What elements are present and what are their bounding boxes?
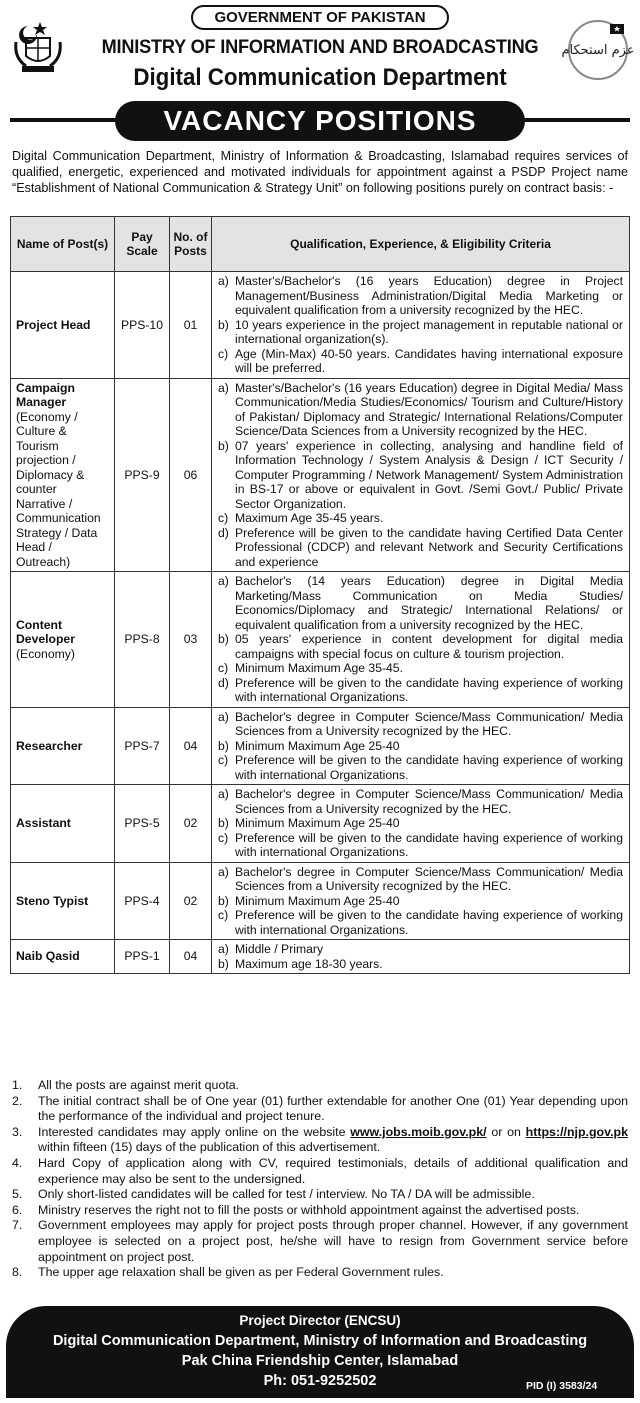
criteria-item: b) Minimum Maximum Age 25-40 <box>218 816 400 830</box>
header-criteria: Qualification, Experience, & Eligibility Criteria <box>212 217 630 272</box>
criteria-item: a) Master's/Bachelor's (16 years Education) degree in Project Management/Business Administration/Digital Media Marketing or equivalent qualification from a university recognized by the HEC. <box>218 274 623 317</box>
criteria-cell <box>212 862 630 940</box>
post-title: Steno Typist <box>16 893 89 908</box>
criteria-cell <box>212 940 630 974</box>
header-post-name: Name of Post(s) <box>11 217 115 272</box>
criteria-item: c) Preference will be given to the candidate having experience of working with international Organizations. <box>218 753 623 782</box>
pay-scale-cell: PPS-8 <box>115 572 170 708</box>
criteria-cell <box>212 572 630 708</box>
criteria-cell <box>212 272 630 379</box>
notes-list <box>12 1078 628 1281</box>
footer-address: Pak China Friendship Center, Islamabad <box>181 1353 459 1369</box>
criteria-item: b) Minimum Maximum Age 25-40 <box>218 738 400 753</box>
department-name: Digital Communication Department <box>133 64 507 91</box>
posts-count-cell: 04 <box>170 940 212 974</box>
post-title: Campaign Manager <box>16 380 75 409</box>
criteria-item: a) Master's/Bachelor's (16 years Education) degree in Digital Media/ Mass Communication/Media Studies/Economics/ Tourism and Culture/History of Pakistan/ Diplomacy and Strategic/ International Relations/Computer Science/Data Sciences from a University recognized by the HEC. <box>218 380 623 438</box>
campaign-logo-icon <box>561 18 635 82</box>
logo-text: عزم استحکام <box>561 43 635 58</box>
post-cell <box>11 940 115 974</box>
post-title: Naib Qasid <box>16 949 80 964</box>
table-row <box>11 572 630 708</box>
pay-scale-cell: PPS-1 <box>115 940 170 974</box>
criteria-cell <box>212 707 630 785</box>
vacancy-banner: VACANCY POSITIONS <box>115 101 525 141</box>
criteria-item: a) Middle / Primary <box>218 942 324 956</box>
state-emblem-icon <box>10 18 66 74</box>
post-cell <box>11 785 115 863</box>
contact-footer <box>6 1306 634 1398</box>
criteria-item: b) 07 years' experience in collecting, analysing and handline field of Information Technology / System Analysis & Design / ICT Security / Computer Programming / Network Management/ System Administration in BS-17 or above or equivalent in Govt. /Semi Govt./ Public/ Private Sector Organization. <box>218 438 623 511</box>
post-cell <box>11 378 115 572</box>
table-row <box>11 707 630 785</box>
note-item: 1. All the posts are against merit quota. <box>12 1078 240 1092</box>
posts-count-cell: 06 <box>170 378 212 572</box>
criteria-item: b) 05 years' experience in content development for digital media campaigns with special focus on culture & tourism projection. <box>218 632 623 661</box>
post-cell <box>11 272 115 379</box>
table-row <box>11 272 630 379</box>
post-subtitle: (Economy / Culture & Tourism projection / Diplomacy & counter Narrative / Communication Strategy / Data Head / Outreach) <box>16 409 101 569</box>
posts-count-cell: 02 <box>170 862 212 940</box>
post-cell <box>11 572 115 708</box>
government-label: GOVERNMENT OF PAKISTAN <box>191 5 449 30</box>
criteria-item: d) Preference will be given to the candidate having experience of working with international Organizations. <box>218 675 623 704</box>
criteria-item: b) Maximum age 18-30 years. <box>218 956 383 971</box>
moib-jobs-link[interactable]: www.jobs.moib.gov.pk/ <box>350 1124 487 1139</box>
table-row <box>11 862 630 940</box>
post-title: Project Head <box>16 317 91 332</box>
posts-count-cell: 04 <box>170 707 212 785</box>
header-pay-scale: Pay Scale <box>115 217 170 272</box>
post-subtitle: (Economy) <box>16 646 75 661</box>
criteria-item: c) Preference will be given to the candidate having experience of working with international Organizations. <box>218 830 623 859</box>
post-cell <box>11 707 115 785</box>
criteria-item: c) Maximum Age 35-45 years. <box>218 511 384 525</box>
pay-scale-cell: PPS-9 <box>115 378 170 572</box>
criteria-item: a) Bachelor's degree in Computer Science/Mass Communication/ Media Sciences from a University recognized by the HEC. <box>218 787 623 816</box>
posts-count-cell: 02 <box>170 785 212 863</box>
criteria-item: b) 10 years experience in the project management in reputable national or international organization(s). <box>218 317 623 346</box>
note-item: 8. The upper age relaxation shall be given as per Federal Government rules. <box>12 1265 444 1280</box>
posts-count-cell: 01 <box>170 272 212 379</box>
note-item: 4. Hard Copy of application along with CV, required testimonials, details of additional qualification and experience may also be sent to the undersigned. <box>12 1155 628 1186</box>
criteria-item: a) Bachelor's degree in Computer Science/Mass Communication/ Media Sciences from a University recognized by the HEC. <box>218 864 623 893</box>
note-item: 6. Ministry reserves the right not to fill the posts or withhold appointment against the advertised posts. <box>12 1202 580 1217</box>
pay-scale-cell: PPS-5 <box>115 785 170 863</box>
pay-scale-cell: PPS-7 <box>115 707 170 785</box>
header-no-of-posts: No. of Posts <box>170 217 212 272</box>
footer-phone: Ph: 051-9252502 <box>263 1373 377 1389</box>
criteria-item: d) Preference will be given to the candidate having Certified Data Center Professional (CDCP) and relevant Network and Security Certifications and experience <box>218 525 623 569</box>
pay-scale-cell: PPS-10 <box>115 272 170 379</box>
post-title: Assistant <box>16 816 71 830</box>
criteria-item: a) Bachelor's degree in Computer Science/Mass Communication/ Media Sciences from a University recognized by the HEC. <box>218 709 623 738</box>
vacancy-table <box>10 216 630 974</box>
criteria-item: a) Bachelor's (14 years Education) degree in Digital Media Marketing/Mass Communication on Media Studies/ Economics/Diplomacy and Strategic/ International Relations/ or equivalent qualification from a university recognized by the HEC. <box>218 574 623 632</box>
pay-scale-cell: PPS-4 <box>115 862 170 940</box>
criteria-item: c) Age (Min-Max) 40-50 years. Candidates having international exposure will be preferred. <box>218 346 623 375</box>
criteria-item: c) Minimum Maximum Age 35-45. <box>218 661 403 675</box>
note-item: 2. The initial contract shall be of One year (01) further extendable for another One (01) Year depending upon the performance of the individual and project tenure. <box>12 1093 628 1124</box>
criteria-cell <box>212 378 630 572</box>
note-item: 7. Government employees may apply for project posts through proper channel. However, if any government employee is selected on a project post, he/she will have to resign from Government service before appointment on project post. <box>12 1218 628 1264</box>
table-row <box>11 940 630 974</box>
table-row <box>11 378 630 572</box>
table-row <box>11 785 630 863</box>
posts-count-cell: 03 <box>170 572 212 708</box>
post-cell <box>11 862 115 940</box>
note-item: 5. Only short-listed candidates will be called for test / interview. No TA / DA will be admissible. <box>12 1187 535 1202</box>
table-body <box>11 272 630 974</box>
pid-number: PID (I) 3583/24 <box>526 1380 598 1392</box>
ministry-name: MINISTRY OF INFORMATION AND BROADCASTING <box>101 36 539 58</box>
njp-link[interactable]: https://njp.gov.pk <box>525 1124 628 1139</box>
criteria-item: b) Minimum Maximum Age 25-40 <box>218 893 400 908</box>
post-title: Content Developer <box>16 617 75 646</box>
page-header <box>0 0 640 146</box>
footer-department: Digital Communication Department, Ministry of Information and Broadcasting <box>52 1333 588 1349</box>
criteria-cell <box>212 785 630 863</box>
intro-paragraph: Digital Communication Department, Ministry of Information & Broadcasting, Islamabad requires services of qualified, energetic, experienced and motivated individuals for appointment against a PSDP Project name “Establishment of National Communication & Strategy Unit” on following positions purely on contract basis: - <box>12 149 628 195</box>
note-item: 3. Interested candidates may apply online on the website www.jobs.moib.gov.pk/ or on https://njp.gov.pk within fifteen (15) days of the publication of this advertisement. <box>12 1124 628 1155</box>
criteria-item: c) Preference will be given to the candidate having experience of working with international Organizations. <box>218 908 623 937</box>
footer-title: Project Director (ENCSU) <box>239 1313 401 1328</box>
post-title: Researcher <box>16 738 83 753</box>
table-header-row <box>11 217 630 272</box>
